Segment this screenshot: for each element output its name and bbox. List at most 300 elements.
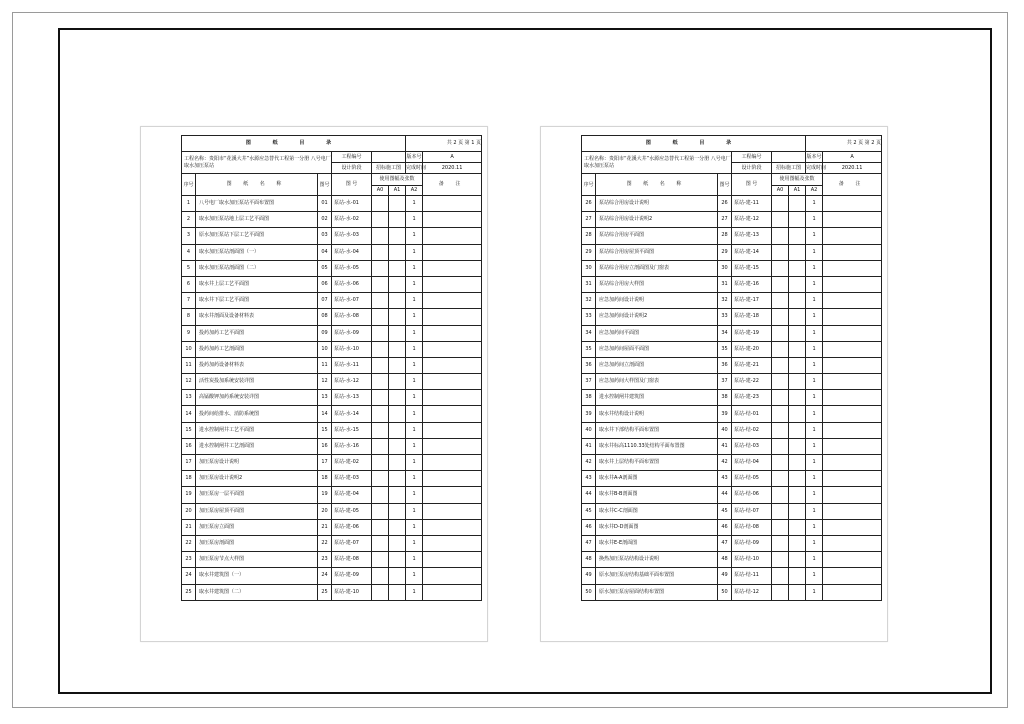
row-drawing-code: 泵站-建-07 xyxy=(332,535,372,551)
row-no: 25 xyxy=(182,584,196,600)
row-a2-count: 1 xyxy=(406,293,423,309)
row-drawing-index: 03 xyxy=(318,228,332,244)
row-remark xyxy=(823,390,882,406)
row-drawing-code: 泵站-建-22 xyxy=(732,374,772,390)
row-a2-count: 1 xyxy=(806,471,823,487)
row-drawing-code: 泵站-建-12 xyxy=(732,212,772,228)
table-row xyxy=(182,260,482,276)
table-row xyxy=(182,357,482,373)
row-drawing-code: 泵站-结-02 xyxy=(732,422,772,438)
row-drawing-code: 泵站-建-13 xyxy=(732,228,772,244)
table-row xyxy=(182,568,482,584)
row-a1-count xyxy=(389,438,406,454)
row-drawing-name: 进水控制闸井工艺剖面图 xyxy=(196,438,318,454)
page-info: 共 2 页 第 2 页 xyxy=(806,136,882,152)
row-remark xyxy=(423,535,482,551)
row-a0-count xyxy=(372,325,389,341)
row-no: 16 xyxy=(182,438,196,454)
row-no: 50 xyxy=(582,584,596,600)
row-no: 15 xyxy=(182,422,196,438)
row-a0-count xyxy=(772,293,789,309)
completion-label: 完成时间 xyxy=(406,163,423,174)
row-drawing-index: 15 xyxy=(318,422,332,438)
row-drawing-name: 取水井C-C剖面图 xyxy=(596,503,718,519)
row-a0-count xyxy=(772,455,789,471)
row-a1-count xyxy=(789,568,806,584)
row-drawing-index: 37 xyxy=(718,374,732,390)
row-drawing-code: 泵站-建-05 xyxy=(332,503,372,519)
row-a2-count: 1 xyxy=(406,374,423,390)
row-no: 37 xyxy=(582,374,596,390)
design-stage-label: 设计阶段 xyxy=(732,163,772,174)
row-a1-count xyxy=(789,552,806,568)
row-drawing-index: 48 xyxy=(718,552,732,568)
row-remark xyxy=(423,503,482,519)
row-drawing-code: 泵站-水-11 xyxy=(332,357,372,373)
table-row xyxy=(582,438,882,454)
row-remark xyxy=(823,422,882,438)
table-row xyxy=(582,374,882,390)
volume-no-label: 版本号 xyxy=(406,152,423,163)
row-drawing-code: 泵站-建-17 xyxy=(732,293,772,309)
row-a1-count xyxy=(389,422,406,438)
row-no: 38 xyxy=(582,390,596,406)
row-a1-count xyxy=(389,276,406,292)
row-a2-count: 1 xyxy=(806,196,823,212)
row-remark xyxy=(823,374,882,390)
row-drawing-code: 泵站-结-04 xyxy=(732,455,772,471)
row-drawing-code: 泵站-结-05 xyxy=(732,471,772,487)
row-a0-count xyxy=(772,552,789,568)
row-no: 36 xyxy=(582,357,596,373)
row-drawing-code: 泵站-建-21 xyxy=(732,357,772,373)
row-drawing-index: 32 xyxy=(718,293,732,309)
table-row xyxy=(182,487,482,503)
row-drawing-index: 50 xyxy=(718,584,732,600)
col-header-name: 图 纸 名 称 xyxy=(596,174,718,196)
row-remark xyxy=(423,568,482,584)
row-drawing-name: 投药间给排水、消防系统图 xyxy=(196,406,318,422)
row-remark xyxy=(823,325,882,341)
row-remark xyxy=(823,276,882,292)
row-a0-count xyxy=(772,357,789,373)
row-a2-count: 1 xyxy=(806,535,823,551)
table-row xyxy=(182,584,482,600)
row-remark xyxy=(823,519,882,535)
row-remark xyxy=(823,568,882,584)
row-a0-count xyxy=(372,374,389,390)
row-drawing-index: 26 xyxy=(718,196,732,212)
row-drawing-name: 加压泵房屋顶平面图 xyxy=(196,503,318,519)
row-remark xyxy=(423,406,482,422)
row-a2-count: 1 xyxy=(406,584,423,600)
row-drawing-name: 泵站综合用房平面图 xyxy=(596,228,718,244)
row-drawing-code: 泵站-结-12 xyxy=(732,584,772,600)
row-a0-count xyxy=(372,390,389,406)
row-a0-count xyxy=(772,212,789,228)
row-drawing-index: 11 xyxy=(318,357,332,373)
design-stage-label: 设计阶段 xyxy=(332,163,372,174)
row-a0-count xyxy=(772,568,789,584)
row-drawing-index: 08 xyxy=(318,309,332,325)
row-a1-count xyxy=(789,422,806,438)
row-drawing-name: 应急加药间平面图 xyxy=(596,325,718,341)
row-a2-count: 1 xyxy=(406,212,423,228)
table-row xyxy=(582,357,882,373)
row-a2-count: 1 xyxy=(806,341,823,357)
row-drawing-code: 泵站-结-10 xyxy=(732,552,772,568)
row-drawing-name: 应急加药间屋面平面图 xyxy=(596,341,718,357)
row-drawing-index: 46 xyxy=(718,519,732,535)
row-remark xyxy=(823,438,882,454)
row-drawing-code: 泵站-水-16 xyxy=(332,438,372,454)
col-header-size-group: 使用图幅及张数 xyxy=(772,174,823,186)
row-remark xyxy=(823,503,882,519)
row-remark xyxy=(823,471,882,487)
row-a0-count xyxy=(372,552,389,568)
row-a1-count xyxy=(789,503,806,519)
row-a1-count xyxy=(389,455,406,471)
row-a2-count: 1 xyxy=(406,519,423,535)
row-drawing-code: 泵站-水-02 xyxy=(332,212,372,228)
row-drawing-name: 加压泵房节点大样图 xyxy=(196,552,318,568)
row-drawing-code: 泵站-水-01 xyxy=(332,196,372,212)
row-no: 24 xyxy=(182,568,196,584)
row-a0-count xyxy=(772,503,789,519)
row-drawing-code: 泵站-建-02 xyxy=(332,455,372,471)
table-row xyxy=(182,325,482,341)
row-a2-count: 1 xyxy=(806,422,823,438)
row-a0-count xyxy=(772,244,789,260)
table-row xyxy=(182,455,482,471)
row-remark xyxy=(423,325,482,341)
table-row xyxy=(182,276,482,292)
row-no: 34 xyxy=(582,325,596,341)
row-no: 27 xyxy=(582,212,596,228)
row-no: 4 xyxy=(182,244,196,260)
row-drawing-code: 泵站-建-16 xyxy=(732,276,772,292)
table-row xyxy=(582,487,882,503)
row-a1-count xyxy=(789,584,806,600)
row-a2-count: 1 xyxy=(806,406,823,422)
row-drawing-name: 加压泵房剖面图 xyxy=(196,535,318,551)
row-a1-count xyxy=(389,374,406,390)
row-drawing-name: 泵站综合用房设计说明 xyxy=(596,196,718,212)
row-a2-count: 1 xyxy=(806,519,823,535)
volume-no-value: A xyxy=(823,152,882,163)
row-remark xyxy=(423,293,482,309)
row-drawing-index: 20 xyxy=(318,503,332,519)
table-row xyxy=(582,309,882,325)
table-row xyxy=(582,228,882,244)
engineering-no-label: 工程编号 xyxy=(732,152,772,163)
row-drawing-name: 原水加压泵站下层工艺平面图 xyxy=(196,228,318,244)
row-drawing-index: 36 xyxy=(718,357,732,373)
row-a0-count xyxy=(372,341,389,357)
table-row xyxy=(582,503,882,519)
row-a1-count xyxy=(389,503,406,519)
row-a1-count xyxy=(789,455,806,471)
row-a1-count xyxy=(789,406,806,422)
row-a1-count xyxy=(389,535,406,551)
row-drawing-code: 泵站-建-11 xyxy=(732,196,772,212)
row-a2-count: 1 xyxy=(406,406,423,422)
table-row xyxy=(582,212,882,228)
row-remark xyxy=(423,584,482,600)
row-drawing-index: 13 xyxy=(318,390,332,406)
row-a0-count xyxy=(372,519,389,535)
row-drawing-code: 泵站-建-20 xyxy=(732,341,772,357)
row-a0-count xyxy=(372,293,389,309)
row-a1-count xyxy=(789,519,806,535)
row-drawing-code: 泵站-水-12 xyxy=(332,374,372,390)
row-drawing-name: 取水井结构设计说明 xyxy=(596,406,718,422)
row-drawing-code: 泵站-建-23 xyxy=(732,390,772,406)
row-a1-count xyxy=(389,471,406,487)
row-a1-count xyxy=(789,487,806,503)
volume-no-value: A xyxy=(423,152,482,163)
row-drawing-name: 取水井B-B剖面图 xyxy=(596,487,718,503)
row-drawing-code: 泵站-水-09 xyxy=(332,325,372,341)
row-a1-count xyxy=(389,390,406,406)
row-drawing-name: 应急加药间大样图及门窗表 xyxy=(596,374,718,390)
row-drawing-code: 泵站-水-04 xyxy=(332,244,372,260)
row-a1-count xyxy=(389,293,406,309)
row-drawing-index: 39 xyxy=(718,406,732,422)
catalog-table xyxy=(581,135,882,601)
row-drawing-name: 加压泵房立面图 xyxy=(196,519,318,535)
row-drawing-index: 27 xyxy=(718,212,732,228)
row-remark xyxy=(423,357,482,373)
row-drawing-name: 取水井标高1110.33处结构平面布置图 xyxy=(596,438,718,454)
row-drawing-index: 42 xyxy=(718,455,732,471)
row-a0-count xyxy=(372,487,389,503)
table-row xyxy=(582,552,882,568)
row-no: 49 xyxy=(582,568,596,584)
row-a1-count xyxy=(389,584,406,600)
row-drawing-name: 应急加药间设计说明 xyxy=(596,293,718,309)
row-a1-count xyxy=(789,244,806,260)
row-drawing-index: 41 xyxy=(718,438,732,454)
row-a0-count xyxy=(372,422,389,438)
row-remark xyxy=(823,487,882,503)
row-a2-count: 1 xyxy=(806,438,823,454)
row-remark xyxy=(423,487,482,503)
project-name: 工程名称：贵阳市“花溪大井”水源应急替代工程第一分册 八号电厂取水加压泵站 xyxy=(582,152,732,174)
row-drawing-code: 泵站-建-19 xyxy=(732,325,772,341)
row-a2-count: 1 xyxy=(406,455,423,471)
table-row xyxy=(582,276,882,292)
table-row xyxy=(582,471,882,487)
row-no: 40 xyxy=(582,422,596,438)
row-drawing-code: 泵站-建-03 xyxy=(332,471,372,487)
row-drawing-code: 泵站-结-09 xyxy=(732,535,772,551)
row-no: 7 xyxy=(182,293,196,309)
row-a2-count: 1 xyxy=(806,552,823,568)
row-a2-count: 1 xyxy=(806,325,823,341)
row-drawing-index: 07 xyxy=(318,293,332,309)
row-drawing-code: 泵站-建-04 xyxy=(332,487,372,503)
row-a1-count xyxy=(389,196,406,212)
row-no: 28 xyxy=(582,228,596,244)
table-row xyxy=(182,471,482,487)
row-drawing-name: 取水井建筑图（二） xyxy=(196,584,318,600)
row-drawing-name: 八号电厂取水加压泵站平面布置图 xyxy=(196,196,318,212)
row-remark xyxy=(423,212,482,228)
row-a0-count xyxy=(372,455,389,471)
row-drawing-code: 泵站-水-05 xyxy=(332,260,372,276)
row-drawing-index: 45 xyxy=(718,503,732,519)
row-a1-count xyxy=(389,309,406,325)
table-row xyxy=(182,519,482,535)
catalog-sheet-2 xyxy=(540,126,888,642)
completion-label: 完成时间 xyxy=(806,163,823,174)
row-drawing-name: 泵站综合用房设计说明2 xyxy=(596,212,718,228)
row-a0-count xyxy=(372,438,389,454)
row-no: 6 xyxy=(182,276,196,292)
col-header-a2: A2 xyxy=(806,186,823,196)
row-a0-count xyxy=(372,260,389,276)
row-drawing-code: 泵站-水-14 xyxy=(332,406,372,422)
row-a2-count: 1 xyxy=(406,471,423,487)
row-no: 31 xyxy=(582,276,596,292)
row-drawing-code: 泵站-建-10 xyxy=(332,584,372,600)
row-no: 12 xyxy=(182,374,196,390)
row-drawing-index: 49 xyxy=(718,568,732,584)
row-no: 21 xyxy=(182,519,196,535)
row-drawing-index: 31 xyxy=(718,276,732,292)
col-header-remark: 备 注 xyxy=(823,174,882,196)
row-drawing-name: 取水井下层工艺平面图 xyxy=(196,293,318,309)
row-drawing-index: 24 xyxy=(318,568,332,584)
row-a2-count: 1 xyxy=(406,276,423,292)
completion-value: 2020.11 xyxy=(823,163,882,174)
row-a1-count xyxy=(789,228,806,244)
row-a1-count xyxy=(789,325,806,341)
row-drawing-name: 取水井D-D剖面图 xyxy=(596,519,718,535)
col-header-a0: A0 xyxy=(772,186,789,196)
row-drawing-index: 14 xyxy=(318,406,332,422)
row-remark xyxy=(423,390,482,406)
table-row xyxy=(582,422,882,438)
row-remark xyxy=(823,244,882,260)
row-remark xyxy=(423,260,482,276)
row-drawing-index: 05 xyxy=(318,260,332,276)
row-no: 30 xyxy=(582,260,596,276)
row-a2-count: 1 xyxy=(406,503,423,519)
col-header-a1: A1 xyxy=(789,186,806,196)
row-drawing-index: 09 xyxy=(318,325,332,341)
row-a1-count xyxy=(789,390,806,406)
row-a1-count xyxy=(389,357,406,373)
row-drawing-name: 进水控制闸井建筑图 xyxy=(596,390,718,406)
row-a0-count xyxy=(372,584,389,600)
row-drawing-index: 10 xyxy=(318,341,332,357)
engineering-no-label: 工程编号 xyxy=(332,152,372,163)
table-row xyxy=(182,228,482,244)
catalog-title: 图 纸 目 录 xyxy=(582,136,806,152)
row-remark xyxy=(423,244,482,260)
row-no: 13 xyxy=(182,390,196,406)
row-drawing-index: 38 xyxy=(718,390,732,406)
table-row xyxy=(582,390,882,406)
catalog-table xyxy=(181,135,482,601)
row-a0-count xyxy=(372,406,389,422)
row-a1-count xyxy=(789,212,806,228)
col-header-drawing: 图号 xyxy=(318,174,332,196)
row-a1-count xyxy=(389,325,406,341)
row-remark xyxy=(823,196,882,212)
catalog-sheet-1 xyxy=(140,126,488,642)
row-drawing-code: 泵站-水-08 xyxy=(332,309,372,325)
row-a0-count xyxy=(372,228,389,244)
row-no: 14 xyxy=(182,406,196,422)
row-drawing-code: 泵站-结-03 xyxy=(732,438,772,454)
table-row xyxy=(582,519,882,535)
row-a0-count xyxy=(372,244,389,260)
row-remark xyxy=(823,584,882,600)
table-row xyxy=(582,196,882,212)
row-a0-count xyxy=(772,228,789,244)
row-a1-count xyxy=(789,309,806,325)
row-drawing-index: 01 xyxy=(318,196,332,212)
row-remark xyxy=(823,293,882,309)
row-drawing-index: 22 xyxy=(318,535,332,551)
col-header-name: 图 纸 名 称 xyxy=(196,174,318,196)
engineering-no-value xyxy=(372,152,406,163)
row-no: 26 xyxy=(582,196,596,212)
row-no: 39 xyxy=(582,406,596,422)
row-drawing-index: 25 xyxy=(318,584,332,600)
row-a2-count: 1 xyxy=(406,244,423,260)
table-row xyxy=(182,552,482,568)
row-no: 5 xyxy=(182,260,196,276)
row-no: 8 xyxy=(182,309,196,325)
row-remark xyxy=(423,341,482,357)
row-remark xyxy=(423,276,482,292)
row-drawing-code: 泵站-结-06 xyxy=(732,487,772,503)
row-drawing-index: 02 xyxy=(318,212,332,228)
row-drawing-code: 泵站-水-13 xyxy=(332,390,372,406)
row-a0-count xyxy=(772,438,789,454)
row-drawing-name: 取水井A-A剖面图 xyxy=(596,471,718,487)
row-a1-count xyxy=(389,406,406,422)
table-row xyxy=(182,374,482,390)
row-drawing-code: 泵站-建-06 xyxy=(332,519,372,535)
page-info: 共 2 页 第 1 页 xyxy=(406,136,482,152)
row-a0-count xyxy=(772,406,789,422)
row-a2-count: 1 xyxy=(406,196,423,212)
row-a0-count xyxy=(772,390,789,406)
row-no: 23 xyxy=(182,552,196,568)
table-row xyxy=(182,535,482,551)
row-a2-count: 1 xyxy=(806,244,823,260)
row-no: 10 xyxy=(182,341,196,357)
row-a2-count: 1 xyxy=(806,228,823,244)
table-row xyxy=(582,260,882,276)
table-row xyxy=(182,390,482,406)
row-drawing-name: 投药加药工艺剖面图 xyxy=(196,341,318,357)
row-no: 18 xyxy=(182,471,196,487)
row-a2-count: 1 xyxy=(806,390,823,406)
row-drawing-code: 泵站-建-09 xyxy=(332,568,372,584)
table-row xyxy=(582,584,882,600)
row-remark xyxy=(423,438,482,454)
row-remark xyxy=(823,212,882,228)
row-no: 22 xyxy=(182,535,196,551)
row-drawing-index: 06 xyxy=(318,276,332,292)
row-a1-count xyxy=(389,244,406,260)
